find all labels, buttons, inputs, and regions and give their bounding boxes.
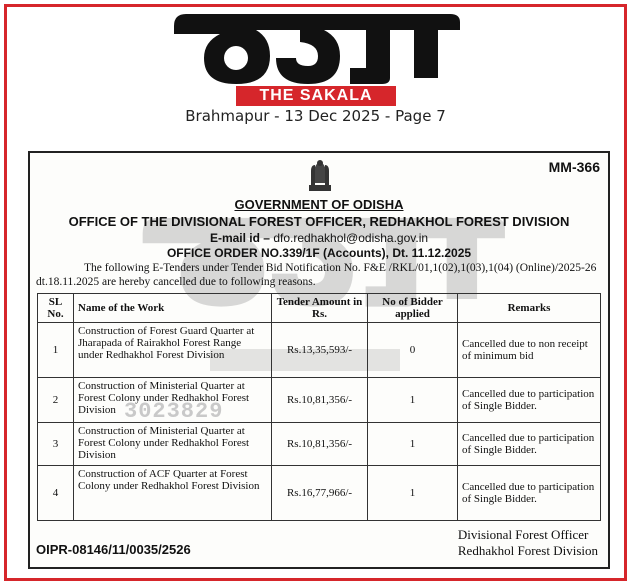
cell-work: Construction of Forest Guard Quarter at Jharapada of Rairakhol Forest Range under Redhakhol Forest Division [74,323,272,378]
sakala-logo-icon [164,8,464,88]
cell-bidders: 1 [368,378,458,423]
cell-sl: 2 [38,378,74,423]
cell-bidders: 0 [368,323,458,378]
logo-ribbon: THE SAKALA [236,86,396,106]
office-heading: OFFICE OF THE DIVISIONAL FOREST OFFICER, REDHAKHOL FOREST DIVISION [68,214,570,229]
table-header-row [38,294,601,323]
cell-remarks: Cancelled due to participation of Single Bidder. [458,466,601,521]
watermark-number: 3023829 [124,399,224,424]
cell-remarks: Cancelled due to non receipt of minimum bid [458,323,601,378]
cell-amount: Rs.10,81,356/- [272,423,368,466]
newspaper-clipping [28,151,610,569]
tender-table [37,293,601,521]
email-address: dfo.redhakhol@odisha.gov.in [273,231,429,245]
signatory-block [458,527,598,559]
cell-remarks: Cancelled due to participation of Single Bidder. [458,423,601,466]
cell-bidders: 1 [368,466,458,521]
email-line [30,231,608,245]
cell-sl: 4 [38,466,74,521]
cell-work: Construction of Ministerial Quarter at Forest Colony under Redhakhol Forest Division [74,423,272,466]
cell-work: Construction of ACF Quarter at Forest Colony under Redhakhol Forest Division [74,466,272,521]
oipr-number: OIPR-08146/11/0035/2526 [36,542,191,557]
cell-work: Construction of Ministerial Quarter at Forest Colony under Redhakhol Forest Division [74,378,272,423]
cell-bidders: 1 [368,423,458,466]
cell-sl: 1 [38,323,74,378]
header-work: Name of the Work [74,294,272,323]
cell-amount: Rs.10,81,356/- [272,378,368,423]
table-row [38,378,601,423]
cell-amount: Rs.16,77,966/- [272,466,368,521]
cell-remarks: Cancelled due to participation of Single Bidder. [458,378,601,423]
signatory-division: Redhakhol Forest Division [457,543,598,558]
header-bidders: No of Bidder applied [368,294,458,323]
cell-sl: 3 [38,423,74,466]
notice-body: The following E-Tenders under Tender Bid Notification No. F&E /RKL/01,1(02),1(03),1(04) (Online)/2025-26 dt.18.11.2025 are hereby cancelled due to following reasons. [36,262,597,288]
table-row [38,466,601,521]
masthead [0,0,631,130]
header-remarks: Remarks [458,294,601,323]
signatory-title: Divisional Forest Officer [457,527,589,542]
office-order: OFFICE ORDER NO.339/1F (Accounts), Dt. 11.12.2025 [166,246,472,260]
header-amount: Tender Amount in Rs. [272,294,368,323]
table-row [38,323,601,378]
table-row [38,423,601,466]
header-sl: SL No. [38,294,74,323]
email-label: E-mail id – [209,231,270,245]
cell-amount: Rs.13,35,593/- [272,323,368,378]
state-emblem-icon [301,155,339,195]
government-heading: GOVERNMENT OF ODISHA [234,197,404,212]
edition-line: Brahmapur - 13 Dec 2025 - Page 7 [185,107,446,125]
notice-code: MM-366 [548,159,600,175]
